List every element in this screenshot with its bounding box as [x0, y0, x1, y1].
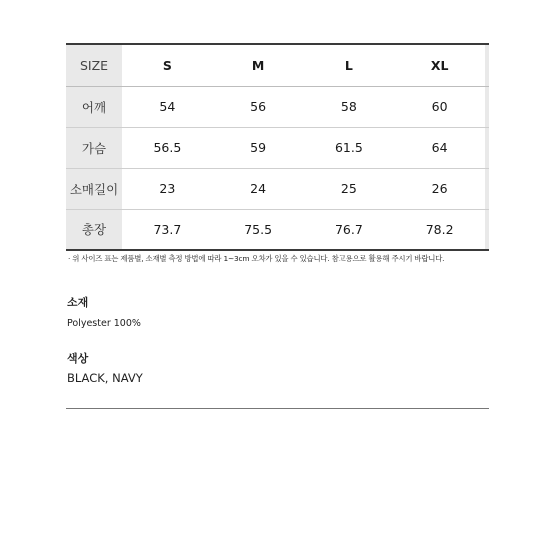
table-row	[66, 168, 489, 209]
table-cell: 76.7	[304, 209, 395, 250]
table-cell: 61.5	[304, 127, 395, 168]
table-cell: 26	[394, 168, 485, 209]
table-edge	[485, 209, 489, 250]
table-edge	[485, 86, 489, 127]
material-value: Polyester 100%	[67, 318, 141, 329]
size-header-l: L	[304, 44, 395, 86]
color-title: 색상	[67, 352, 89, 365]
table-row	[66, 127, 489, 168]
row-label-chest: 가슴	[66, 127, 122, 168]
table-cell: 78.2	[394, 209, 485, 250]
table-cell: 58	[304, 86, 395, 127]
table-row	[66, 86, 489, 127]
table-cell: 24	[213, 168, 304, 209]
table-cell: 64	[394, 127, 485, 168]
table-cell: 75.5	[213, 209, 304, 250]
material-title: 소재	[67, 296, 89, 309]
size-header-row	[66, 44, 489, 86]
table-edge	[485, 168, 489, 209]
table-cell: 56	[213, 86, 304, 127]
table-row	[66, 209, 489, 250]
row-label-length: 총장	[66, 209, 122, 250]
color-value: BLACK, NAVY	[67, 371, 143, 385]
table-cell: 54	[122, 86, 213, 127]
row-label-sleeve: 소매길이	[66, 168, 122, 209]
table-edge	[485, 44, 489, 86]
size-header-xl: XL	[394, 44, 485, 86]
table-edge	[485, 127, 489, 168]
row-label-shoulder: 어깨	[66, 86, 122, 127]
table-cell: 56.5	[122, 127, 213, 168]
size-note: · 위 사이즈 표는 제품별, 소재별 측정 방법에 따라 1~3cm 오차가 있을 수 있습니다. 참고용으로 활용해 주시기 바랍니다.	[68, 254, 445, 263]
size-header-s: S	[122, 44, 213, 86]
size-header-m: M	[213, 44, 304, 86]
size-chart-table	[66, 43, 489, 251]
table-cell: 59	[213, 127, 304, 168]
size-header-label: SIZE	[66, 44, 122, 86]
table-cell: 60	[394, 86, 485, 127]
table-cell: 25	[304, 168, 395, 209]
table-cell: 23	[122, 168, 213, 209]
table-cell: 73.7	[122, 209, 213, 250]
section-divider	[66, 408, 489, 409]
